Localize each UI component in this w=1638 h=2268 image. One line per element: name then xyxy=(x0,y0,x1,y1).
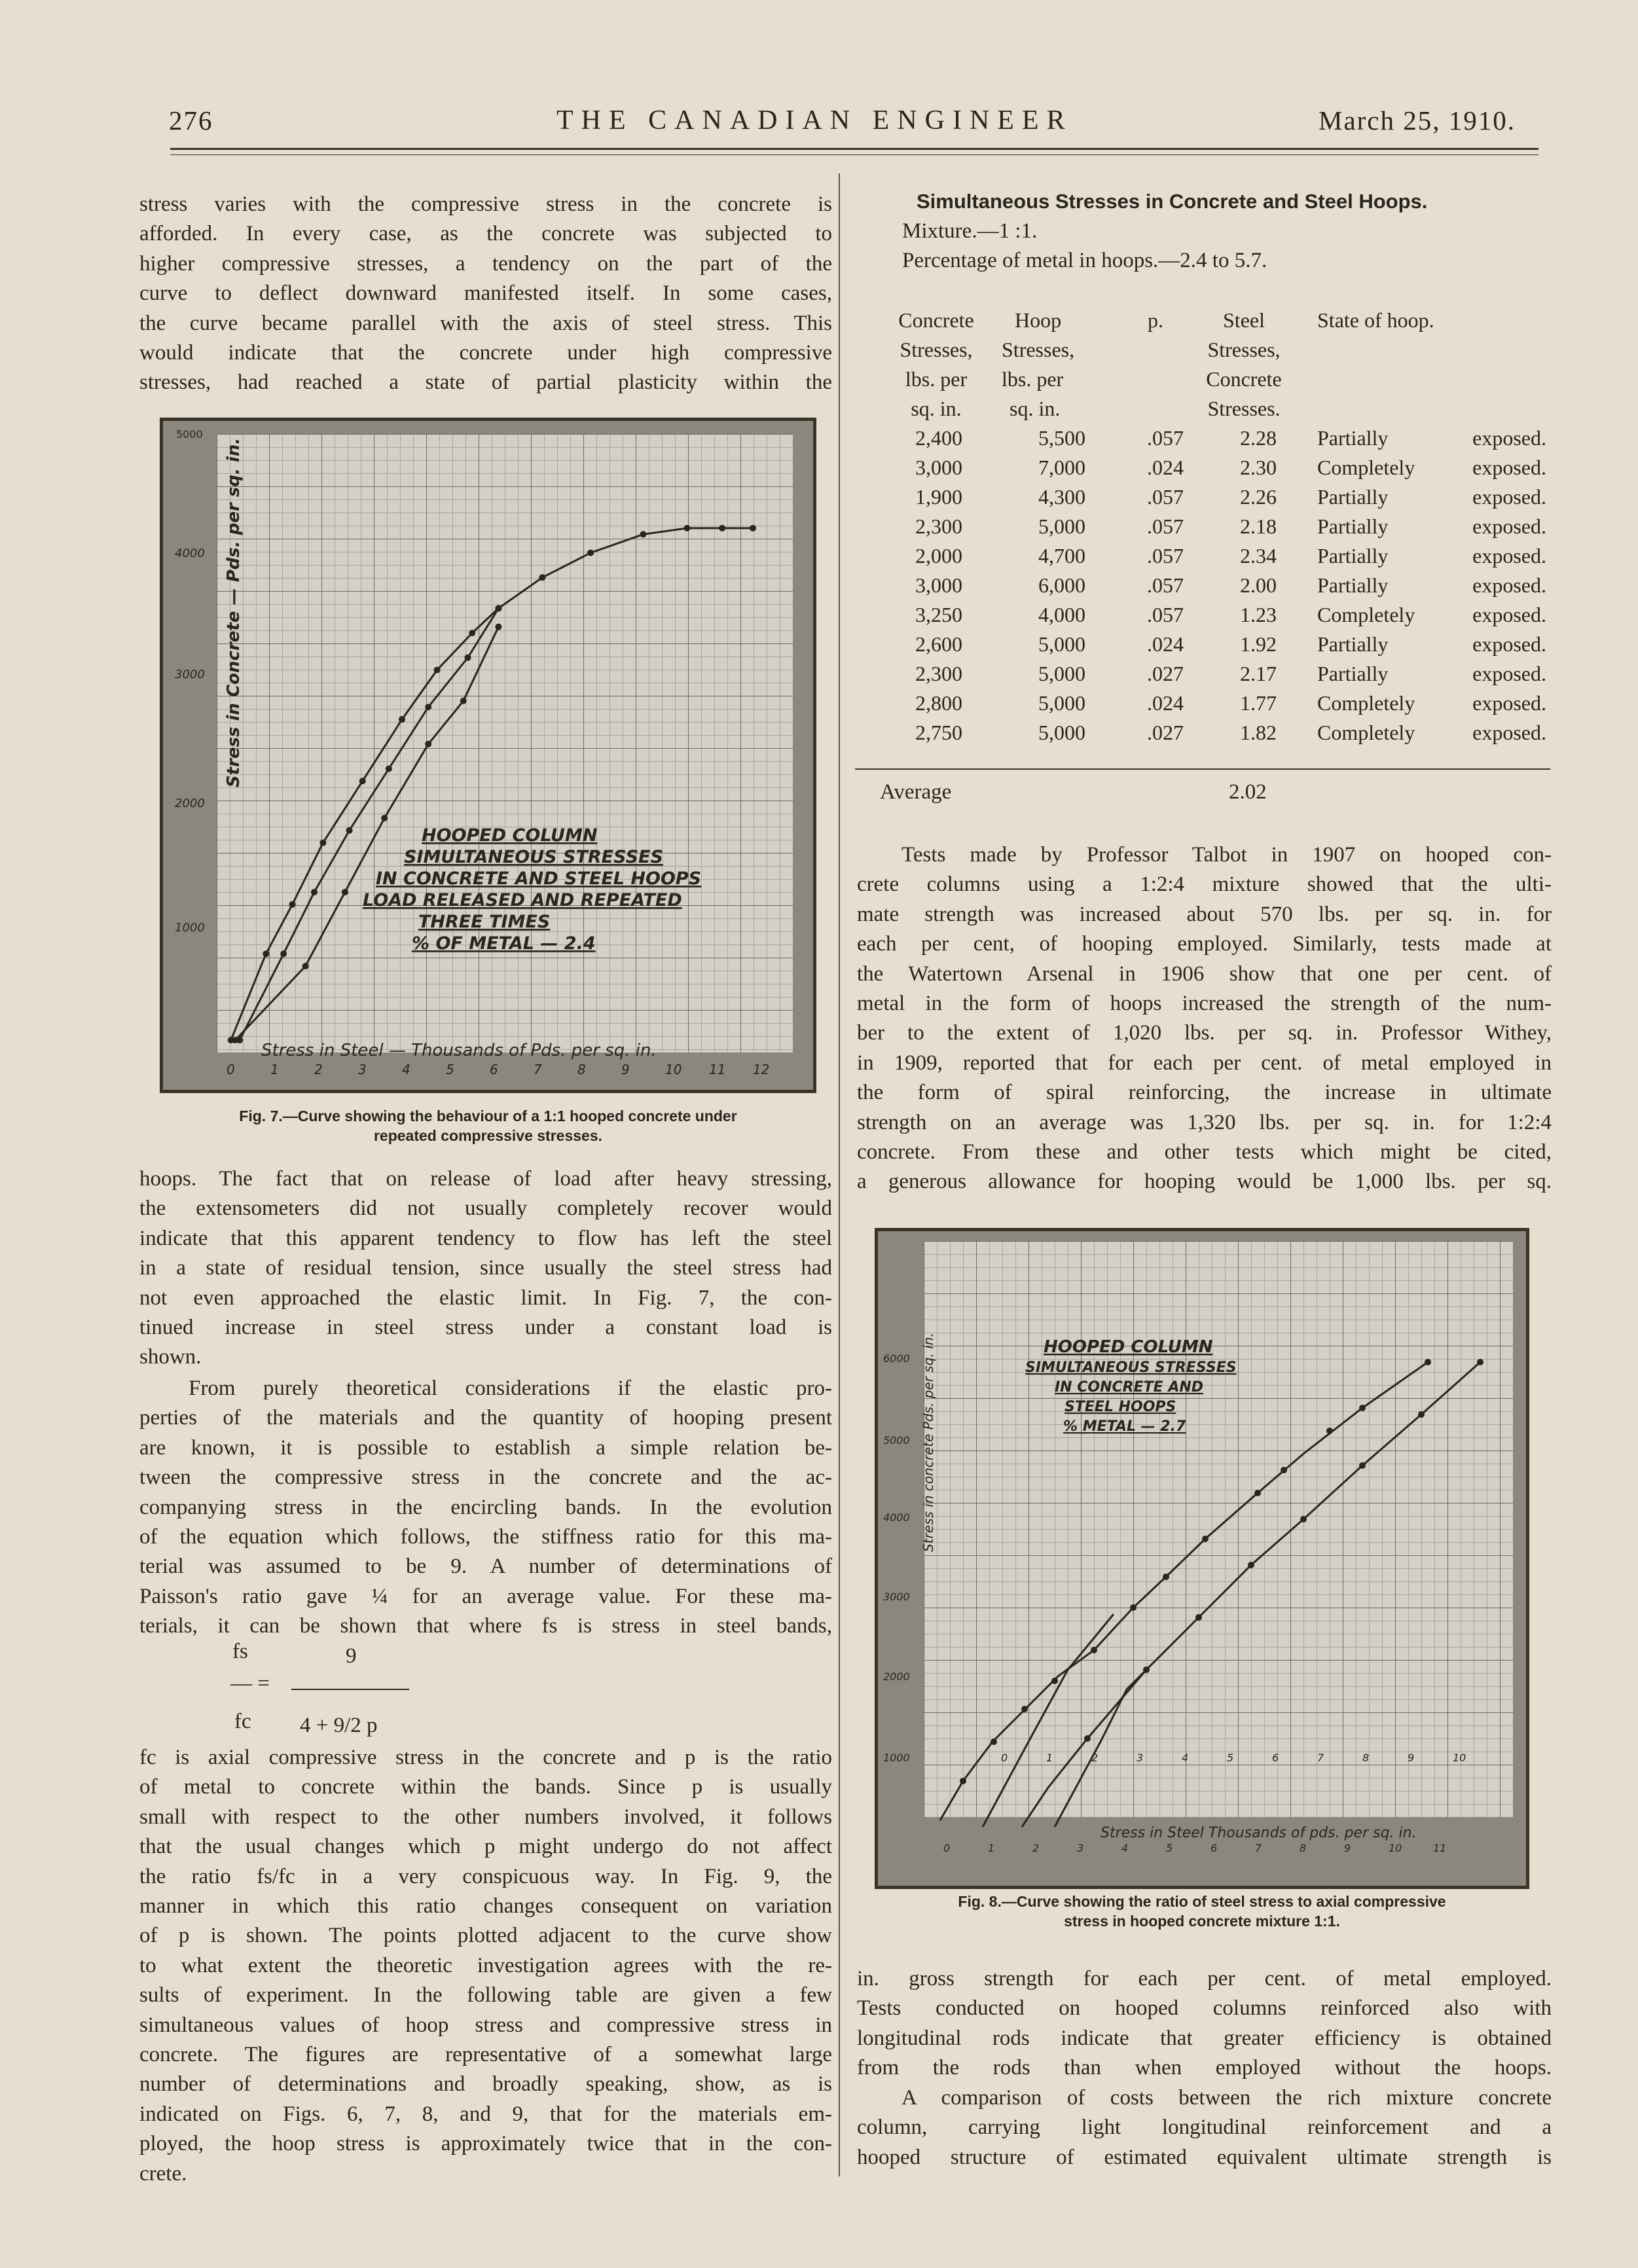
fig7-xtick: 9 xyxy=(621,1062,630,1077)
text-line: the Watertown Arsenal in 1906 show that one per cent. of xyxy=(857,962,1552,986)
text-line: afforded. In every case, as the concrete was subjected to xyxy=(139,222,832,246)
table-cell: 5,000 xyxy=(1038,721,1085,744)
table-header-p xyxy=(1133,306,1178,335)
fig8-xtick: 5 xyxy=(1227,1752,1234,1764)
text-line: each per cent, of hooping employed. Similarly, tests made at xyxy=(857,932,1552,956)
fig7-point xyxy=(684,525,691,531)
fig7-xlabel: Stress in Steel — Thousands of Pds. per sq. in. xyxy=(261,1041,657,1060)
text-line: in. gross strength for each per cent. of metal employed. xyxy=(857,1967,1552,1990)
paragraph-1 xyxy=(139,190,832,398)
fig7-annotation: % OF METAL — 2.4 xyxy=(412,933,596,954)
fig8-xtick: 1 xyxy=(1046,1752,1053,1764)
paragraph-5 xyxy=(857,840,1552,1197)
table-row xyxy=(851,541,1558,571)
text-line: small with respect to the other numbers involved, it follows xyxy=(139,1805,832,1829)
fig8-xtick: 10 xyxy=(1389,1842,1402,1854)
text-line: to what extent the theoretic investigation agrees with the re- xyxy=(139,1953,832,1977)
table-header-hoop xyxy=(1002,306,1106,423)
table-mixture: Mixture.—1 :1. xyxy=(902,219,1038,243)
text-line: curve to deflect downward manifested itself. In some cases, xyxy=(139,281,832,306)
fig8-point xyxy=(1300,1516,1307,1522)
paragraph-2 xyxy=(139,1164,832,1373)
table-cell: .024 xyxy=(1147,456,1184,479)
table-row xyxy=(851,512,1558,541)
stress-table xyxy=(851,306,1558,816)
table-cell: .057 xyxy=(1147,544,1184,567)
table-header-state xyxy=(1317,306,1514,335)
fig7-caption-line: repeated compressive stresses. xyxy=(373,1127,603,1144)
fig8-point xyxy=(1359,1405,1366,1411)
fig8-point xyxy=(1326,1428,1333,1434)
fig7-caption xyxy=(160,1106,816,1145)
text-line: companying stress in the encircling bands. In the evolution xyxy=(139,1495,832,1519)
table-cell: 2.17 xyxy=(1240,662,1277,685)
text-line: manner in which this ratio changes consequent on variation xyxy=(139,1894,832,1918)
fig8-xtick: 6 xyxy=(1210,1842,1218,1854)
fig8-xtick: 2 xyxy=(1032,1842,1040,1854)
fig8-point xyxy=(1091,1647,1097,1653)
fig7-xtick: 4 xyxy=(402,1062,410,1077)
fig7-point xyxy=(425,704,431,710)
fig7-caption-line: Fig. 7.—Curve showing the behaviour of a 1:1 hooped concrete under xyxy=(239,1107,737,1125)
text-line: Paisson's ratio gave ¼ for an average value. For these ma- xyxy=(139,1584,832,1608)
header-rule xyxy=(170,148,1538,150)
fig7-xtick: 1 xyxy=(270,1062,279,1077)
text-line: crete. xyxy=(139,2161,187,2186)
header-line: Stresses, xyxy=(1207,338,1281,361)
header-line: lbs. per xyxy=(1002,367,1064,391)
fig7-curve-1 xyxy=(231,608,499,1040)
fig7-annotation: IN CONCRETE AND STEEL HOOPS xyxy=(376,869,702,889)
fig7-point xyxy=(495,624,501,630)
fig8-annotation: % METAL — 2.7 xyxy=(1063,1418,1186,1435)
fig8-xtick: 3 xyxy=(1077,1842,1084,1854)
fig8-point xyxy=(1084,1735,1091,1742)
fig8-point xyxy=(1202,1536,1209,1542)
text-line: ployed, the hoop stress is approximately twice that in the con- xyxy=(139,2132,832,2156)
fig7-ytick: 3000 xyxy=(175,668,205,681)
text-line: indicate that this apparent tendency to flow has left the steel xyxy=(139,1226,832,1250)
equation-equals: — = xyxy=(230,1672,270,1695)
text-line: hoops. The fact that on release of load after heavy stressing, xyxy=(139,1167,832,1191)
text-line: the curve became parallel with the axis of steel stress. This xyxy=(139,311,832,335)
fig8-xtick: 6 xyxy=(1272,1752,1279,1764)
table-cell: Partially exposed. xyxy=(1317,662,1546,685)
text-line: of metal to concrete within the bands. Since p is usually xyxy=(139,1775,832,1799)
paragraph-3 xyxy=(139,1374,832,1642)
fig8-point xyxy=(1163,1574,1169,1580)
fig8-ytick: 3000 xyxy=(883,1591,910,1603)
journal-title: THE CANADIAN ENGINEER xyxy=(556,105,1073,135)
table-row xyxy=(851,630,1558,659)
fig8-xtick: 7 xyxy=(1255,1842,1262,1854)
table-cell: 2,300 xyxy=(915,662,962,685)
fig8-point xyxy=(1195,1614,1202,1621)
fig8-point xyxy=(1051,1678,1058,1684)
text-line: not even approached the elastic limit. In Fig. 7, the con- xyxy=(139,1286,832,1310)
header-line: Concrete xyxy=(898,308,974,332)
text-line: in a state of residual tension, since usually the steel stress had xyxy=(139,1256,832,1280)
text-line: higher compressive stresses, a tendency on the part of the xyxy=(139,251,832,276)
table-header-concrete xyxy=(877,306,995,423)
text-line: that the usual changes which p might undergo do not affect xyxy=(139,1835,832,1859)
fig7-point xyxy=(311,889,318,895)
fig8-point xyxy=(991,1738,997,1745)
text-line: in 1909, reported that for each per cent. of metal employed in xyxy=(857,1051,1552,1075)
text-line: mate strength was increased about 570 lbs. per sq. in. for xyxy=(857,902,1552,926)
fig8-xtick: 4 xyxy=(1121,1842,1129,1854)
table-cell: 5,000 xyxy=(1038,632,1085,656)
fig8-point xyxy=(1477,1359,1483,1365)
fig8-ytick: 2000 xyxy=(883,1670,910,1683)
fig8-xtick: 4 xyxy=(1182,1752,1189,1764)
text-line: number of determinations and broadly speaking, show, as is xyxy=(139,2072,832,2097)
table-cell: Completely exposed. xyxy=(1317,691,1546,715)
figure-8 xyxy=(875,1228,1529,1889)
fig7-point xyxy=(302,963,309,969)
table-cell: 2,300 xyxy=(915,514,962,538)
fig7-point xyxy=(280,950,287,957)
table-cell: 1.23 xyxy=(1240,603,1277,626)
fig7-point xyxy=(381,815,388,821)
fig7-xtick: 3 xyxy=(358,1062,367,1077)
fig8-ytick: 6000 xyxy=(883,1352,910,1365)
fig8-xlabel: Stress in Steel Thousands of pds. per sq. in. xyxy=(1101,1825,1417,1841)
text-line: column, carrying light longitudinal reinforcement and a xyxy=(857,2115,1552,2140)
fig7-xtick: 10 xyxy=(665,1062,682,1077)
table-cell: 3,250 xyxy=(915,603,962,626)
table-cell: .057 xyxy=(1147,514,1184,538)
table-row xyxy=(851,659,1558,689)
table-cell: .027 xyxy=(1147,662,1184,685)
fig7-point xyxy=(539,574,545,581)
fig8-point xyxy=(960,1778,966,1784)
table-row xyxy=(851,689,1558,718)
fig7-point xyxy=(587,550,594,556)
text-line: crete columns using a 1:2:4 mixture showed that the ulti- xyxy=(857,873,1552,897)
fig7-plot xyxy=(163,421,813,1090)
text-line: are known, it is possible to establish a simple relation be- xyxy=(139,1435,832,1460)
text-line: ber to the extent of 1,020 lbs. per sq. in. Professor Withey, xyxy=(857,1021,1552,1045)
column-divider xyxy=(839,173,840,2176)
fig7-point xyxy=(319,840,326,846)
equation-num-left: fs xyxy=(232,1640,248,1663)
fig8-ylabel: Stress in concrete Pds. per sq. in. xyxy=(920,1333,936,1552)
fig8-curve-3 xyxy=(983,1614,1114,1827)
fig8-annotation: STEEL HOOPS xyxy=(1065,1399,1176,1415)
fig8-annotation: SIMULTANEOUS STRESSES xyxy=(1025,1359,1237,1376)
fig7-xtick: 2 xyxy=(314,1062,323,1077)
text-line: of p is shown. The points plotted adjacent to the curve show xyxy=(139,1924,832,1948)
table-cell: 2.34 xyxy=(1240,544,1277,567)
fig7-point xyxy=(232,1037,238,1043)
fig7-xtick: 11 xyxy=(709,1062,726,1077)
text-line: a generous allowance for hooping would be 1,000 lbs. per sq. xyxy=(857,1170,1552,1194)
fig7-annotation: LOAD RELEASED AND REPEATED xyxy=(363,890,682,910)
table-cell: 5,000 xyxy=(1038,691,1085,715)
fig8-point xyxy=(1254,1490,1261,1496)
paragraph-6 xyxy=(857,1964,1552,2083)
fig7-point xyxy=(495,605,501,611)
issue-date: March 25, 1910. xyxy=(1319,105,1516,135)
table-cell: 5,000 xyxy=(1038,662,1085,685)
fig7-point xyxy=(399,716,405,723)
fig8-xtick: 7 xyxy=(1317,1752,1324,1764)
fig8-point xyxy=(1248,1562,1254,1568)
average-label: Average xyxy=(880,780,952,804)
table-cell: .057 xyxy=(1147,426,1184,450)
table-cell: 1.82 xyxy=(1240,721,1277,744)
header-line: Steel xyxy=(1223,308,1265,332)
table-cell: .024 xyxy=(1147,691,1184,715)
fig7-point xyxy=(359,778,366,784)
fig8-xtick: 3 xyxy=(1137,1752,1144,1764)
fig8-annotation: IN CONCRETE AND xyxy=(1055,1379,1204,1395)
text-line: strength on an average was 1,320 lbs. per sq. in. for 1:2:4 xyxy=(857,1110,1552,1134)
table-cell: 5,000 xyxy=(1038,514,1085,538)
paragraph-7 xyxy=(857,2083,1552,2172)
fig8-annotation: HOOPED COLUMN xyxy=(1044,1337,1213,1357)
fig7-point xyxy=(750,525,756,531)
fig8-plot xyxy=(878,1231,1526,1886)
header-line: lbs. per xyxy=(905,367,968,391)
table-cell: 2.00 xyxy=(1240,573,1277,597)
fig7-point xyxy=(342,889,348,895)
table-cell: 2,000 xyxy=(915,544,962,567)
text-line: terial was assumed to be 9. A number of determinations of xyxy=(139,1555,832,1579)
fig8-xtick: 0 xyxy=(943,1842,951,1854)
fig7-point xyxy=(289,901,296,908)
table-cell: 2.30 xyxy=(1240,456,1277,479)
table-cell: 6,000 xyxy=(1038,573,1085,597)
fig7-annotation: HOOPED COLUMN xyxy=(422,825,598,846)
header-line: State of hoop. xyxy=(1317,308,1434,332)
fig8-xtick: 11 xyxy=(1433,1842,1447,1854)
fraction-bar xyxy=(291,1689,409,1690)
fig8-xtick: 9 xyxy=(1344,1842,1351,1854)
fig7-xtick: 7 xyxy=(534,1062,542,1077)
table-cell: 2.26 xyxy=(1240,485,1277,509)
fig8-xtick: 10 xyxy=(1453,1752,1466,1764)
fig7-annotation: THREE TIMES xyxy=(418,912,551,932)
text-line: indicated on Figs. 6, 7, 8, and 9, that for the materials em- xyxy=(139,2102,832,2126)
table-cell: 3,000 xyxy=(915,456,962,479)
table-row xyxy=(851,600,1558,630)
fig7-ytick: 2000 xyxy=(175,797,205,810)
fig7-point xyxy=(263,950,269,957)
table-cell: 4,300 xyxy=(1038,485,1085,509)
fig8-point xyxy=(1281,1467,1287,1473)
text-line: terials, it can be shown that where fs is stress in steel bands, xyxy=(139,1614,832,1638)
table-cell: Partially exposed. xyxy=(1317,514,1546,538)
table-cell: Partially exposed. xyxy=(1317,544,1546,567)
fig7-ylabel: Stress in Concrete — Pds. per sq. in. xyxy=(224,437,244,787)
text-line: stress varies with the compressive stress in the concrete is xyxy=(139,192,832,216)
fig8-ytick: 5000 xyxy=(883,1434,910,1447)
fig7-point xyxy=(386,765,392,772)
fig7-xtick: 5 xyxy=(446,1062,454,1077)
fig7-annotation: SIMULTANEOUS STRESSES xyxy=(404,847,663,867)
text-line: metal in the form of hoops increased the strength of the num- xyxy=(857,992,1552,1016)
text-line: From purely theoretical considerations if the elastic pro- xyxy=(189,1377,832,1400)
text-line: tween the compressive stress in the concrete and the ac- xyxy=(139,1466,832,1490)
table-cell: Completely exposed. xyxy=(1317,456,1546,479)
table-cell: 2,400 xyxy=(915,426,962,450)
fig8-caption xyxy=(875,1892,1529,1931)
table-cell: 7,000 xyxy=(1038,456,1085,479)
fig8-ytick: 4000 xyxy=(883,1511,910,1524)
table-cell: Completely exposed. xyxy=(1317,603,1546,626)
fig7-xtick: 8 xyxy=(577,1062,586,1077)
fig7-xtick: 0 xyxy=(227,1062,235,1077)
text-line: of the equation which follows, the stiffness ratio for this ma- xyxy=(139,1525,832,1549)
table-cell: 4,000 xyxy=(1038,603,1085,626)
fig7-ytick: 1000 xyxy=(175,921,205,935)
table-cell: Partially exposed. xyxy=(1317,485,1546,509)
table-row xyxy=(851,718,1558,747)
text-line: stresses, had reached a state of partial plasticity within the xyxy=(139,370,832,395)
text-line: concrete. The figures are representative of a somewhat large xyxy=(139,2043,832,2067)
table-cell: Partially exposed. xyxy=(1317,426,1546,450)
header-rule-thin xyxy=(170,154,1538,155)
fig8-point xyxy=(1418,1411,1425,1418)
table-cell: 3,000 xyxy=(915,573,962,597)
table-cell: Partially exposed. xyxy=(1317,632,1546,656)
table-row xyxy=(851,453,1558,482)
header-line: sq. in. xyxy=(1010,397,1061,420)
table-rule xyxy=(855,768,1550,770)
text-line: perties of the materials and the quantity of hooping present xyxy=(139,1406,832,1430)
fig8-caption-line: stress in hooped concrete mixture 1:1. xyxy=(1064,1913,1340,1930)
fig8-curve-4 xyxy=(1055,1670,1146,1827)
fig7-point xyxy=(640,531,647,537)
text-line: the form of spiral reinforcing, the increase in ultimate xyxy=(857,1081,1552,1105)
text-line: Tests conducted on hooped columns reinforced also with xyxy=(857,1996,1552,2021)
fig7-point xyxy=(460,698,467,704)
fig8-xtick: 8 xyxy=(1362,1752,1370,1764)
text-line: would indicate that the concrete under high compressive xyxy=(139,341,832,365)
text-line: simultaneous values of hoop stress and compressive stress in xyxy=(139,2013,832,2037)
fig8-xtick: 5 xyxy=(1166,1842,1173,1854)
text-line: shown. xyxy=(139,1345,202,1369)
fig7-curve-2 xyxy=(240,528,753,1040)
table-cell: 1.77 xyxy=(1240,691,1277,715)
table-cell: Partially exposed. xyxy=(1317,573,1546,597)
fig8-ytick: 1000 xyxy=(883,1752,910,1764)
page-number: 276 xyxy=(169,105,213,135)
header-line: Hoop xyxy=(1015,308,1062,332)
table-cell: 4,700 xyxy=(1038,544,1085,567)
fig8-xtick: 0 xyxy=(1001,1752,1008,1764)
table-cell: 1,900 xyxy=(915,485,962,509)
paragraph-4 xyxy=(139,1743,832,2189)
text-line: sults of experiment. In the following table are given a few xyxy=(139,1983,832,2007)
fig7-xtick: 6 xyxy=(490,1062,498,1077)
table-cell: 5,500 xyxy=(1038,426,1085,450)
fig8-xtick: 2 xyxy=(1091,1752,1099,1764)
fig7-point xyxy=(434,667,441,674)
header-line: Stresses, xyxy=(900,338,973,361)
fig8-xtick: 1 xyxy=(988,1842,995,1854)
text-line: longitudinal rods indicate that greater efficiency is obtained xyxy=(857,2026,1552,2050)
fig7-point xyxy=(469,630,475,636)
fig8-caption-line: Fig. 8.—Curve showing the ratio of steel stress to axial compressive xyxy=(958,1893,1446,1910)
table-header-steel xyxy=(1192,306,1296,423)
header-line: Stresses, xyxy=(1002,338,1075,361)
fig7-point xyxy=(346,827,353,834)
fig8-point xyxy=(1021,1706,1028,1712)
fig7-ytick: 4000 xyxy=(175,547,205,560)
text-line: concrete. From these and other tests which might be cited, xyxy=(857,1140,1552,1164)
fig8-xtick: 8 xyxy=(1300,1842,1307,1854)
equation-den-right: 4 + 9/2 p xyxy=(300,1714,378,1737)
table-cell: 2,750 xyxy=(915,721,962,744)
text-line: the extensometers did not usually completely recover would xyxy=(139,1197,832,1221)
table-cell: 2.28 xyxy=(1240,426,1277,450)
table-cell: .057 xyxy=(1147,603,1184,626)
table-row xyxy=(851,571,1558,600)
table-cell: 2,600 xyxy=(915,632,962,656)
fig8-point xyxy=(1359,1462,1366,1469)
fig7-point xyxy=(465,655,471,661)
table-row xyxy=(851,423,1558,453)
fig7-ytick: 5000 xyxy=(176,428,203,441)
table-cell: Completely exposed. xyxy=(1317,721,1546,744)
table-title: Simultaneous Stresses in Concrete and Steel Hoops. xyxy=(917,190,1428,213)
text-line: from the rods than when employed without the hoops. xyxy=(857,2056,1552,2080)
text-line: Tests made by Professor Talbot in 1907 on hooped con- xyxy=(901,843,1552,867)
text-line: fc is axial compressive stress in the concrete and p is the ratio xyxy=(139,1746,832,1769)
table-cell: .027 xyxy=(1147,721,1184,744)
fig8-xtick: 9 xyxy=(1408,1752,1415,1764)
average-value: 2.02 xyxy=(1229,780,1267,804)
table-cell: .057 xyxy=(1147,573,1184,597)
header-line: sq. in. xyxy=(911,397,962,420)
fig7-point xyxy=(425,741,431,747)
header-line: Stresses. xyxy=(1207,397,1281,420)
table-percentage: Percentage of metal in hoops.—2.4 to 5.7. xyxy=(902,249,1267,272)
table-cell: 1.92 xyxy=(1240,632,1277,656)
table-cell: 2,800 xyxy=(915,691,962,715)
fig7-xtick: 12 xyxy=(753,1062,770,1077)
table-cell: .024 xyxy=(1147,632,1184,656)
table-cell: .057 xyxy=(1147,485,1184,509)
equation-den-left: fc xyxy=(234,1710,251,1733)
equation-num-right: 9 xyxy=(346,1644,357,1668)
header-line: Concrete xyxy=(1206,367,1282,391)
fig7-point xyxy=(719,525,725,531)
table-row xyxy=(851,482,1558,512)
fig8-point xyxy=(1130,1604,1137,1611)
figure-7 xyxy=(160,418,816,1093)
text-line: A comparison of costs between the rich mixture concrete xyxy=(901,2086,1552,2110)
text-line: tinued increase in steel stress under a constant load is xyxy=(139,1316,832,1340)
fig8-point xyxy=(1425,1359,1431,1365)
text-line: hooped structure of estimated equivalent ultimate strength is xyxy=(857,2145,1552,2169)
header-line: p. xyxy=(1148,308,1163,332)
table-cell: 2.18 xyxy=(1240,514,1277,538)
text-line: the ratio fs/fc in a very conspicuous way. In Fig. 9, the xyxy=(139,1864,832,1888)
